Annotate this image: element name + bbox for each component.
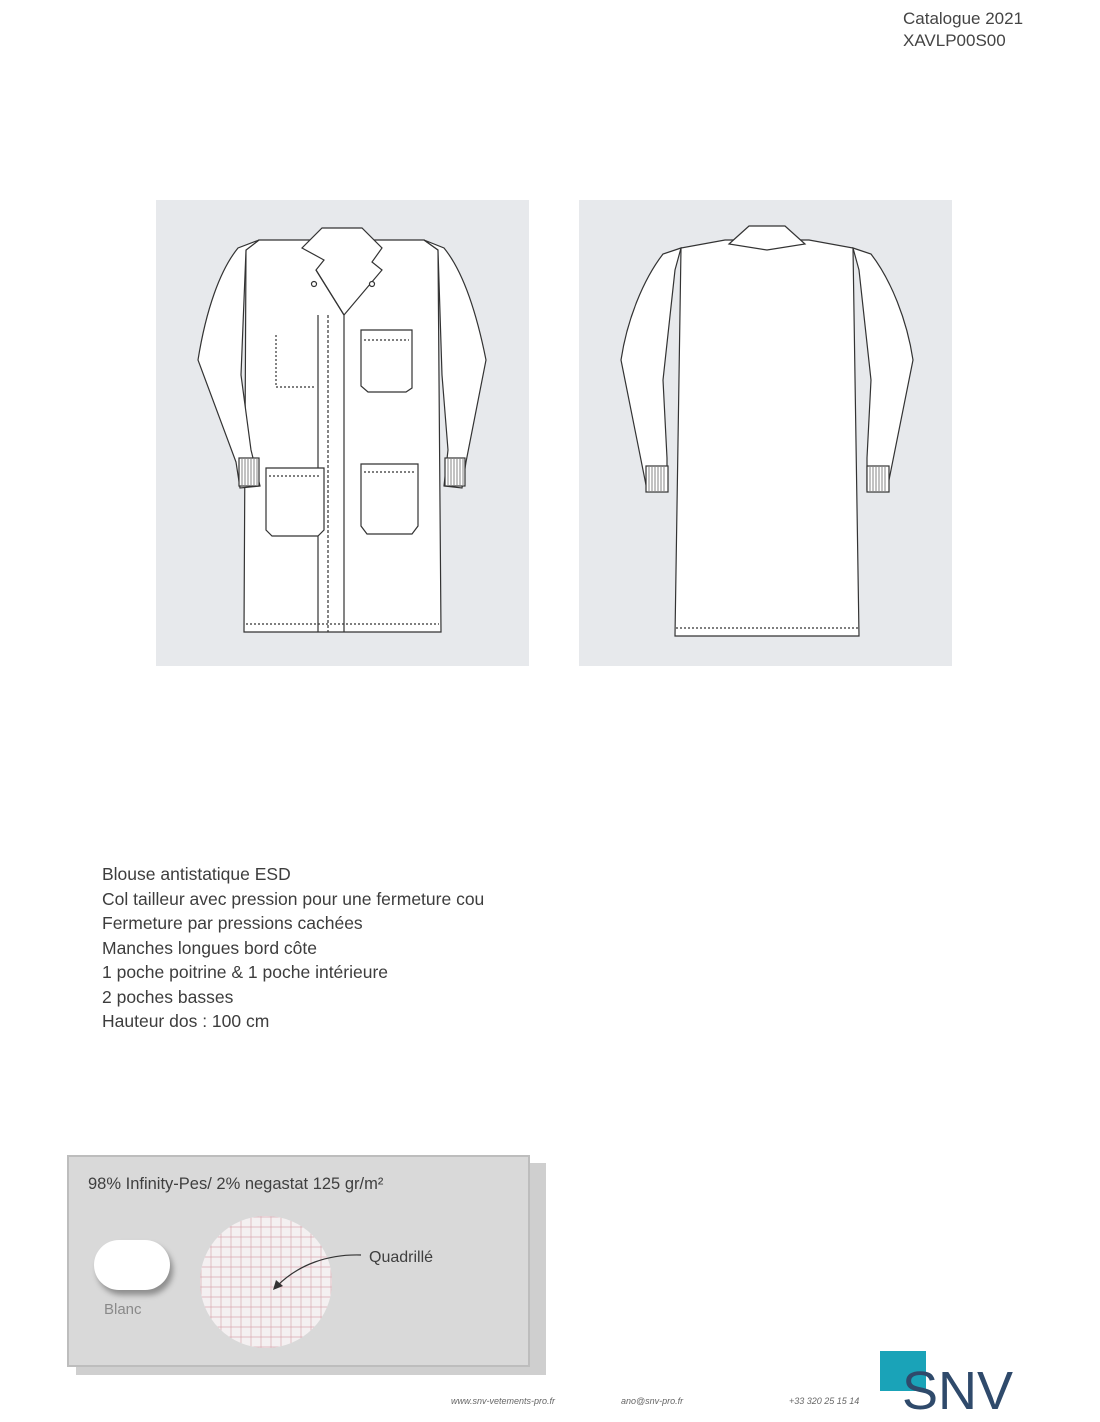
logo-text: SNV (902, 1361, 1014, 1411)
footer-website[interactable]: www.snv-vetements-pro.fr (451, 1396, 556, 1406)
catalogue-header (903, 8, 1023, 52)
description-line: Col tailleur avec pression pour une fermeture cou (102, 888, 485, 909)
description-line: Fermeture par pressions cachées (102, 913, 363, 933)
color-swatch-white (94, 1240, 170, 1290)
description-line: 2 poches basses (102, 986, 234, 1007)
lab-coat-front-drawing (156, 200, 529, 666)
pattern-label: Quadrillé (369, 1249, 434, 1266)
footer-phone: +33 320 25 15 14 (789, 1396, 860, 1406)
fabric-composition: 98% Infinity-Pes/ 2% negastat 125 gr/m² (88, 1175, 384, 1193)
footer-email[interactable]: ano@snv-pro.fr (621, 1396, 684, 1406)
product-reference: XAVLP00S00 (903, 31, 1006, 50)
lab-coat-back-drawing (579, 200, 952, 666)
front-view-panel (156, 200, 529, 666)
catalogue-year: Catalogue 2021 (903, 9, 1024, 28)
description-line: Manches longues bord côte (102, 937, 317, 958)
fabric-info-box (67, 1155, 530, 1367)
description-line: Blouse antistatique ESD (102, 864, 291, 884)
product-description (102, 862, 484, 1034)
back-view-panel (579, 200, 952, 666)
description-line: 1 poche poitrine & 1 poche intérieure (102, 962, 389, 982)
pattern-arrow-icon (269, 1252, 369, 1292)
snv-logo (880, 1351, 1020, 1411)
description-line: Hauteur dos : 100 cm (102, 1011, 270, 1031)
color-swatch-label: Blanc (104, 1301, 142, 1318)
